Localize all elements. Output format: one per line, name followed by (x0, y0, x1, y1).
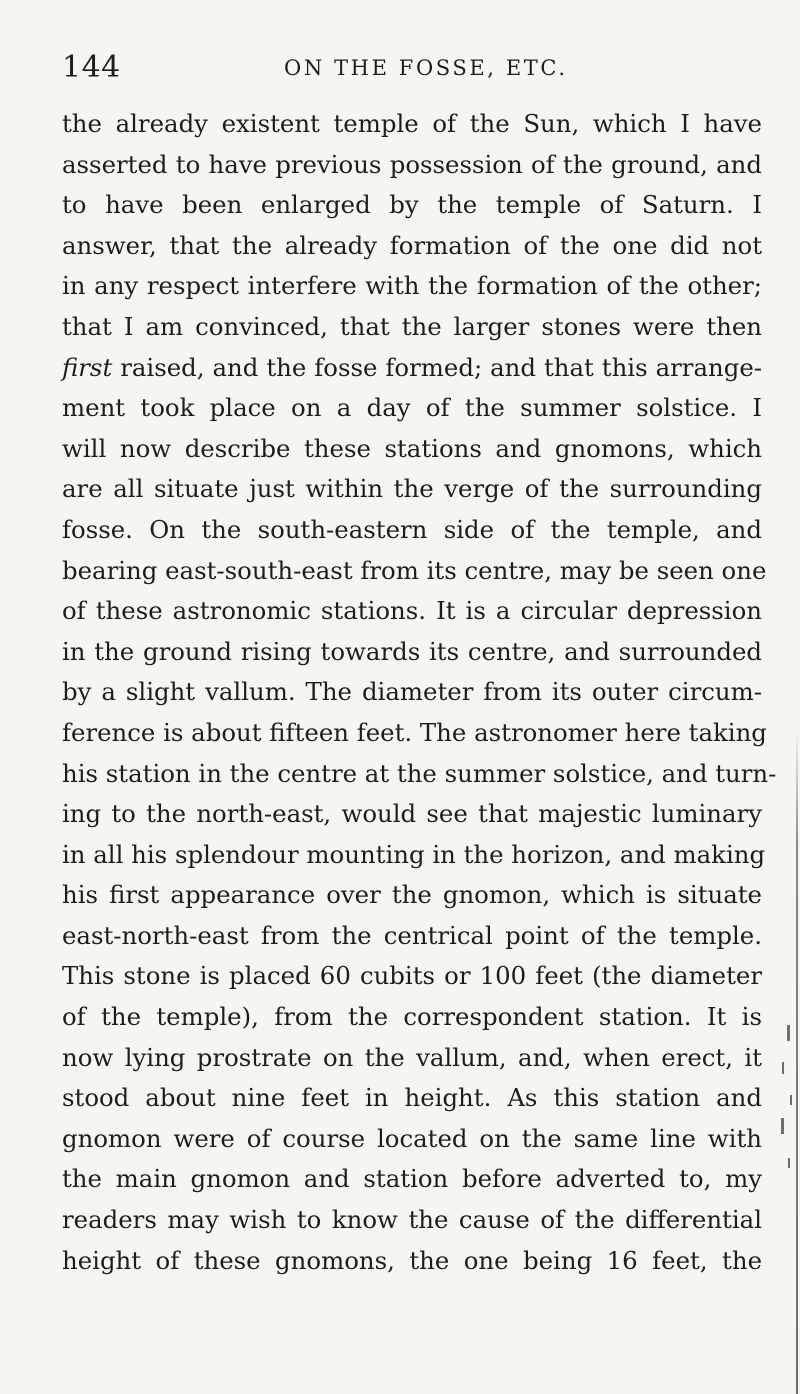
text-line: will now describe these stations and gnomons, which (62, 433, 762, 463)
text-line: of these astronomic stations. It is a circular depression (62, 596, 762, 626)
text-line: ference is about fifteen feet. The astronomer here taking (62, 717, 767, 747)
page-number: 144 (62, 50, 121, 85)
text-line: in the ground rising towards its centre, and surrounded (62, 636, 762, 666)
text-line: asserted to have previous possession of the ground, and (62, 149, 762, 179)
text-line: bearing east-south-east from its centre, may be seen one (62, 555, 767, 585)
text-line-rest: raised, and the fosse formed; and that this arrange- (112, 352, 762, 382)
text-line: height of these gnomons, the one being 16 feet, the (62, 1245, 762, 1275)
text-line: in any respect interfere with the formation of the other; (62, 271, 762, 301)
text-line: readers may wish to know the cause of the differential (62, 1205, 762, 1235)
text-line: that I am convinced, that the larger stones were then (62, 311, 762, 341)
text-line: ment took place on a day of the summer solstice. I (62, 393, 762, 423)
page-edge-shadow (796, 730, 798, 1394)
text-line: ing to the north-east, would see that majestic luminary (62, 799, 762, 829)
body-text (62, 104, 777, 1281)
text-line: answer, that the already formation of the one did not (62, 230, 762, 260)
page-edge-mark (787, 1025, 790, 1041)
text-line: gnomon were of course located on the same line with (62, 1123, 762, 1153)
text-line: the main gnomon and station before adverted to, my (62, 1164, 762, 1194)
text-line: east-north-east from the centrical point of the temple. (62, 920, 762, 950)
page-edge-mark (790, 1095, 792, 1105)
emphasized-word: first (62, 352, 113, 382)
text-line: This stone is placed 60 cubits or 100 feet (the diameter (62, 961, 762, 991)
text-line: his first appearance over the gnomon, which is situate (62, 880, 762, 910)
page-edge-mark (788, 1158, 790, 1168)
text-line: in all his splendour mounting in the horizon, and making (62, 839, 766, 869)
text-line: the already existent temple of the Sun, which I have (62, 109, 762, 138)
running-head: ON THE FOSSE, ETC. (284, 56, 568, 80)
text-line: by a slight vallum. The diameter from its outer circum- (62, 677, 762, 707)
text-line (62, 348, 762, 389)
text-line: his station in the centre at the summer solstice, and turn- (62, 758, 777, 788)
text-line: stood about nine feet in height. As this station and (62, 1083, 762, 1113)
text-line: are all situate just within the verge of the surrounding (62, 474, 762, 504)
page-edge-mark (781, 1118, 784, 1134)
text-line: fosse. On the south-eastern side of the temple, and (62, 514, 762, 544)
page-edge-mark (782, 1062, 784, 1074)
text-line: now lying prostrate on the vallum, and, when erect, it (62, 1042, 762, 1072)
page-header (62, 50, 762, 90)
text-line: to have been enlarged by the temple of Saturn. I (62, 190, 762, 220)
text-line: of the temple), from the correspondent station. It is (62, 1002, 762, 1032)
